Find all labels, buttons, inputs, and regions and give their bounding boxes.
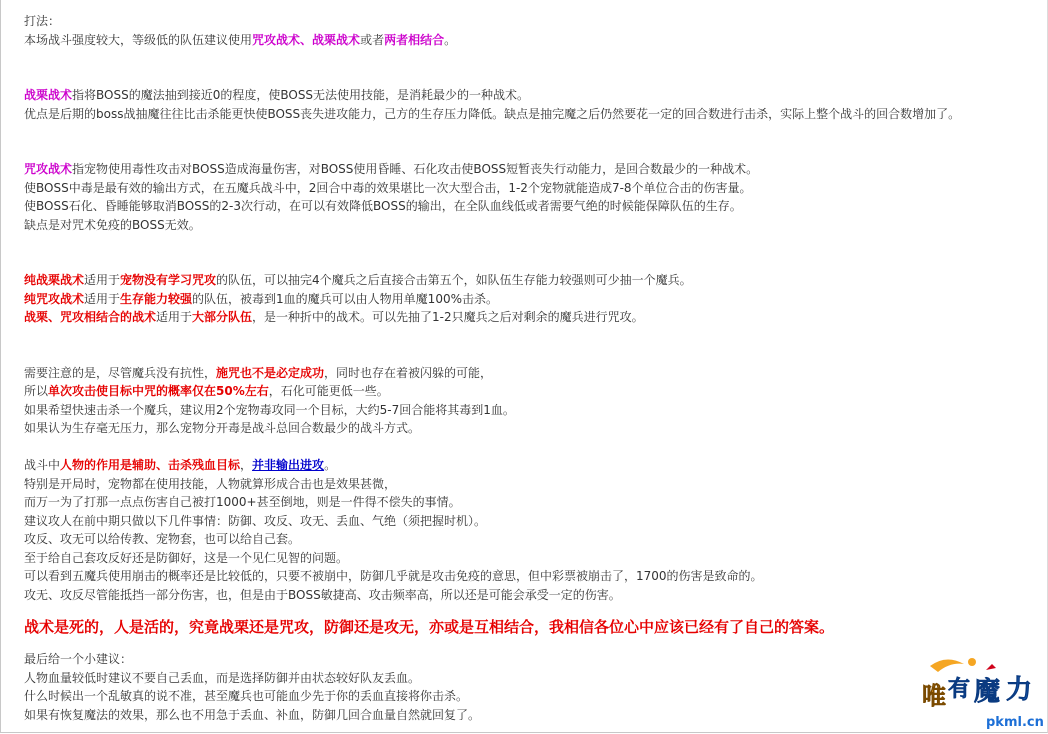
highlight-combined: 两者相结合	[384, 32, 445, 47]
tactic-condition: 大部分队伍	[192, 310, 253, 324]
role-line: 建议攻人在前中期只做以下几件事情：防御、攻反、攻无、丢血、气绝（须把握时机）。	[24, 513, 487, 528]
logo-accent	[986, 664, 996, 670]
tactic-text: ，是一种折中的战术。可以先抽了1-2只魔兵之后对剩余的魔兵进行咒攻。	[252, 310, 644, 324]
intro-text: 。	[444, 32, 457, 47]
zhougong-text: 指宠物使用毒性攻击对BOSS造成海量伤害，对BOSS使用昏睡、石化攻击使BOSS短暂丧失行动能力，是回合数最少的一种战术。	[72, 162, 759, 176]
tactic-name: 纯战栗战术	[24, 273, 85, 287]
zhanli-text: 指将BOSS的魔法抽到接近0的程度，使BOSS无法使用技能，是消耗最少的一种战术。	[72, 88, 530, 102]
advice-heading: 最后给一个小建议：	[24, 652, 133, 666]
intro-heading: 打法：	[24, 14, 61, 28]
tactic-text: 适用于	[84, 273, 121, 287]
role-line: 攻反、攻无可以给传教、宠物套，也可以给自己套。	[24, 532, 301, 546]
note-probability	[24, 382, 1034, 401]
highlight-zhanli: 战栗战术	[312, 32, 361, 47]
note-text: ，石化可能更低一些。	[268, 384, 389, 398]
role-text: ，	[240, 458, 253, 472]
note-emphasis: 施咒也不是必定成功	[216, 365, 325, 380]
role-line: 而万一为了打那一点点伤害自己被打1000+甚至倒地，则是一件得不偿失的事情。	[24, 495, 461, 509]
zhougong-cons: 缺点是对咒术免疫的BOSS无效。	[24, 217, 201, 232]
pkml-logo	[916, 654, 1044, 732]
note-text: 所以	[24, 384, 49, 398]
tactic-pure-zhanli	[24, 271, 1034, 290]
logo-char-2: 有	[948, 677, 971, 702]
article-body	[24, 12, 1034, 724]
advice-line: 如果有恢复魔法的效果，那么也不用急于丢血、补血，防御几回合血量自然就回复了。	[24, 707, 481, 722]
role-emphasis: 人物的作用是辅助、击杀残血目标	[60, 458, 241, 472]
zhougong-petrify: 使BOSS石化、昏睡能够取消BOSS的2-3次行动，在可以有效降低BOSS的输出，在全队血线低或者需要气绝的时候能保障队伍的生存。	[24, 199, 742, 213]
role-line: 可以看到五魔兵使用崩击的概率还是比较低的，只要不被崩中，防御几乎就是攻击免疫的意思，但中彩票被崩击了，1700的伤害是致命的。	[24, 569, 763, 583]
note-text: 需要注意的是，尽管魔兵没有抗性，	[24, 365, 217, 380]
separator: 、	[300, 32, 313, 47]
logo-url: pkml.cn	[986, 715, 1044, 730]
note-text: ，同时也存在着被闪躲的可能，	[324, 365, 493, 380]
note-emphasis: 单次攻击使目标中咒的概率仅在50%左右	[48, 384, 269, 398]
logo-swoosh	[930, 659, 964, 672]
tactic-pure-zhougong	[24, 290, 1034, 309]
term-zhanli: 战栗战术	[24, 88, 73, 102]
role-summary	[24, 456, 1034, 475]
advice-line: 人物血量较低时建议不要自己丢血，而是选择防御并由状态较好队友丢血。	[24, 670, 421, 685]
role-line: 攻无、攻反尽管能抵挡一部分伤害，也，但是由于BOSS敏捷高、攻击频率高，所以还是可能会承受一定的伤害。	[24, 587, 621, 602]
tactic-combined	[24, 308, 1034, 327]
role-text: 。	[324, 458, 337, 472]
tactic-name: 纯咒攻战术	[24, 291, 85, 306]
tactic-text: 适用于	[156, 310, 193, 324]
highlight-zhougong: 咒攻战术	[252, 32, 301, 47]
role-line: 至于给自己套攻反好还是防御好，这是一个见仁见智的问题。	[24, 550, 349, 565]
note-resistance	[24, 364, 1034, 383]
logo-char-1: 唯	[922, 682, 946, 710]
tactic-name: 战栗、咒攻相结合的战术	[24, 310, 157, 324]
tactic-text: 的队伍，可以抽完4个魔兵之后直接合击第五个，如队伍生存能力较强则可少抽一个魔兵。	[216, 273, 692, 287]
intro-text: 或者	[360, 32, 385, 47]
zhanli-pros-cons: 优点是后期的boss战抽魔往往比击杀能更快使BOSS丧失进攻能力，己方的生存压力降低。缺点是抽完魔之后仍然要花一定的回合数进行击杀，实际上整个战斗的回合数增加了。	[24, 106, 961, 121]
role-text: 战斗中	[24, 458, 61, 472]
intro-line	[24, 31, 1034, 50]
tactic-text: 适用于	[84, 291, 121, 306]
logo-star	[968, 658, 976, 666]
zhougong-definition	[24, 160, 1034, 179]
term-zhougong: 咒攻战术	[24, 162, 73, 176]
logo-char-3: 魔	[974, 677, 1001, 707]
tactic-text: 的队伍，被毒到1血的魔兵可以由人物用单魔100%击杀。	[192, 291, 498, 306]
note-split-poison: 如果认为生存毫无压力，那么宠物分开毒是战斗总回合数最少的战斗方式。	[24, 421, 421, 435]
tactic-condition: 生存能力较强	[120, 291, 193, 306]
role-emphasis-blue: 并非输出进攻	[252, 458, 325, 472]
tactic-condition: 宠物没有学习咒攻	[120, 273, 217, 287]
logo-char-4: 力	[1006, 675, 1033, 705]
role-line: 特别是开局时，宠物都在使用技能，人物就算形成合击也是效果甚微，	[24, 476, 397, 491]
note-fast-kill: 如果希望快速击杀一个魔兵，建议用2个宠物毒攻同一个目标，大约5-7回合能将其毒到1血。	[24, 402, 515, 417]
conclusion-statement: 战术是死的，人是活的，究竟战栗还是咒攻，防御还是攻无，亦或是互相结合，我相信各位心中应该已经有了自己的答案。	[24, 618, 835, 636]
zhougong-poison: 使BOSS中毒是最有效的输出方式，在五魔兵战斗中，2回合中毒的效果堪比一次大型合击，1-2个宠物就能造成7-8个单位合击的伤害量。	[24, 180, 752, 195]
intro-text: 本场战斗强度较大，等级低的队伍建议使用	[24, 32, 253, 47]
zhanli-definition	[24, 86, 1034, 105]
advice-line: 什么时候出一个乱敏真的说不准，甚至魔兵也可能血少先于你的丢血直接将你击杀。	[24, 689, 469, 703]
